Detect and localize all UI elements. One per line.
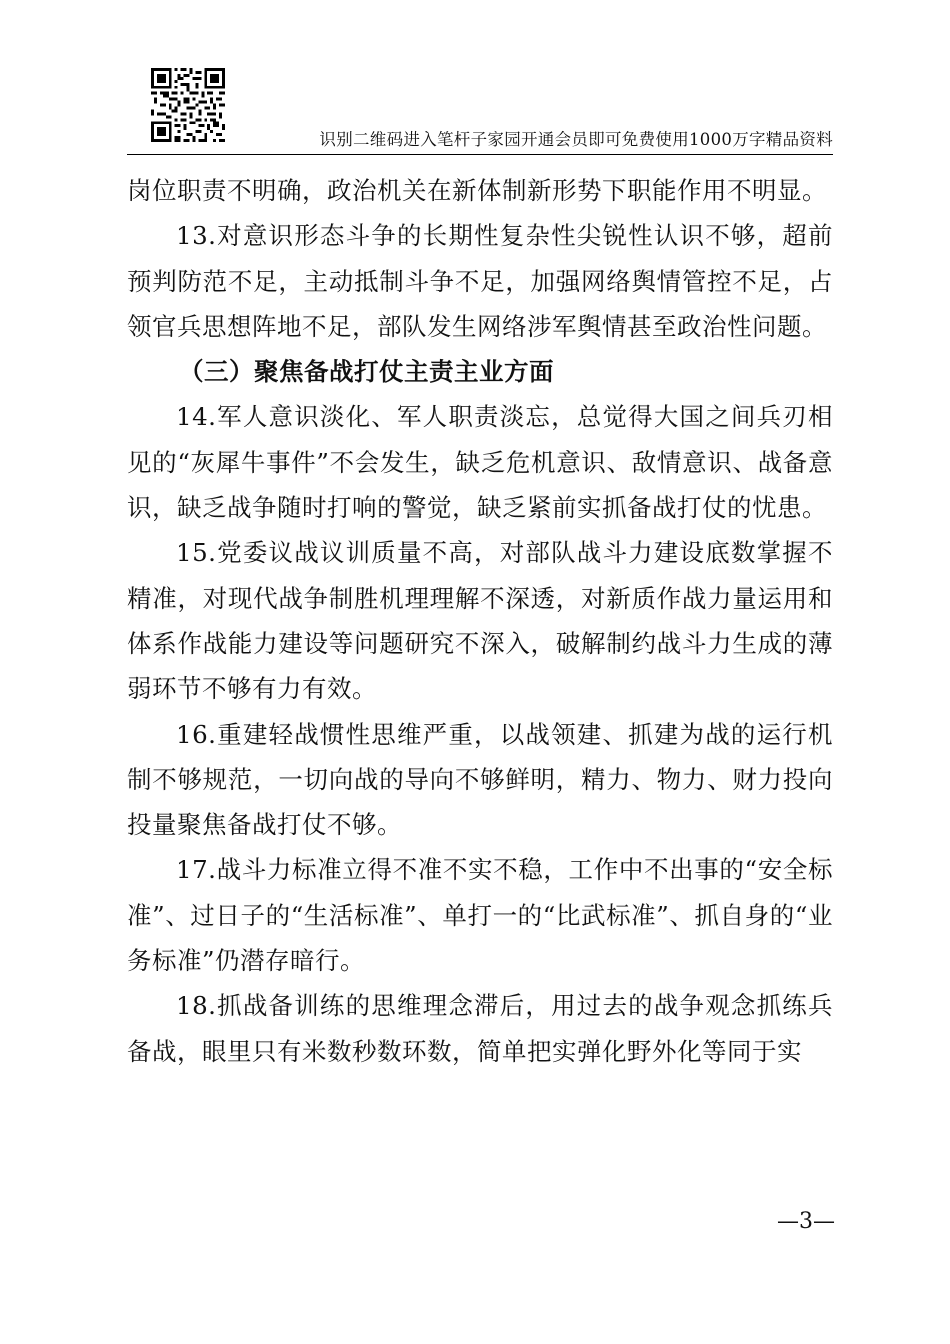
paragraph-item-14: 14.军人意识淡化、军人职责淡忘，总觉得大国之间兵刃相见的“灰犀牛事件”不会发生，缺乏危机意识、敌情意识、战备意识，缺乏战争随时打响的警觉，缺乏紧前实抓备战打仗的忧患。 [127,402,833,523]
page-header [127,66,833,155]
paragraph-item-18: 18.抓战备训练的思维理念滞后，用过去的战争观念抓练兵备战，眼里只有米数秒数环数，简单把实弹化野外化等同于实 [127,991,833,1066]
paragraph-item-13: 13.对意识形态斗争的长期性复杂性尖锐性认识不够，超前预判防范不足，主动抵制斗争不足，加强网络舆情管控不足，占领官兵思想阵地不足，部队发生网络涉军舆情甚至政治性问题。 [127,221,833,341]
paragraph-item-15: 15.党委议战议训质量不高，对部队战斗力建设底数掌握不精准，对现代战争制胜机理理解不深透，对新质作战力量运用和体系作战能力建设等问题研究不深入，破解制约战斗力生成的薄弱环节不够有力有效。 [127,538,833,704]
header-banner-text: 识别二维码进入笔杆子家园开通会员即可免费使用1000万字精品资料 [319,130,833,149]
qr-code-icon [151,68,225,142]
paragraph-item-17: 17.战斗力标准立得不准不实不稳，工作中不出事的“安全标准”、过日子的“生活标准”、单打一的“比武标准”、抓自身的“业务标准”仍潜存暗行。 [127,855,833,976]
paragraph-continuation: 岗位职责不明确，政治机关在新体制新形势下职能作用不明显。 [127,176,827,205]
document-body [127,168,833,1074]
section-heading: （三）聚焦备战打仗主责主业方面 [179,357,554,387]
page-number: —3— [777,1209,835,1234]
paragraph-item-16: 16.重建轻战惯性思维严重，以战领建、抓建为战的运行机制不够规范，一切向战的导向不够鲜明，精力、物力、财力投向投量聚焦备战打仗不够。 [127,719,833,840]
